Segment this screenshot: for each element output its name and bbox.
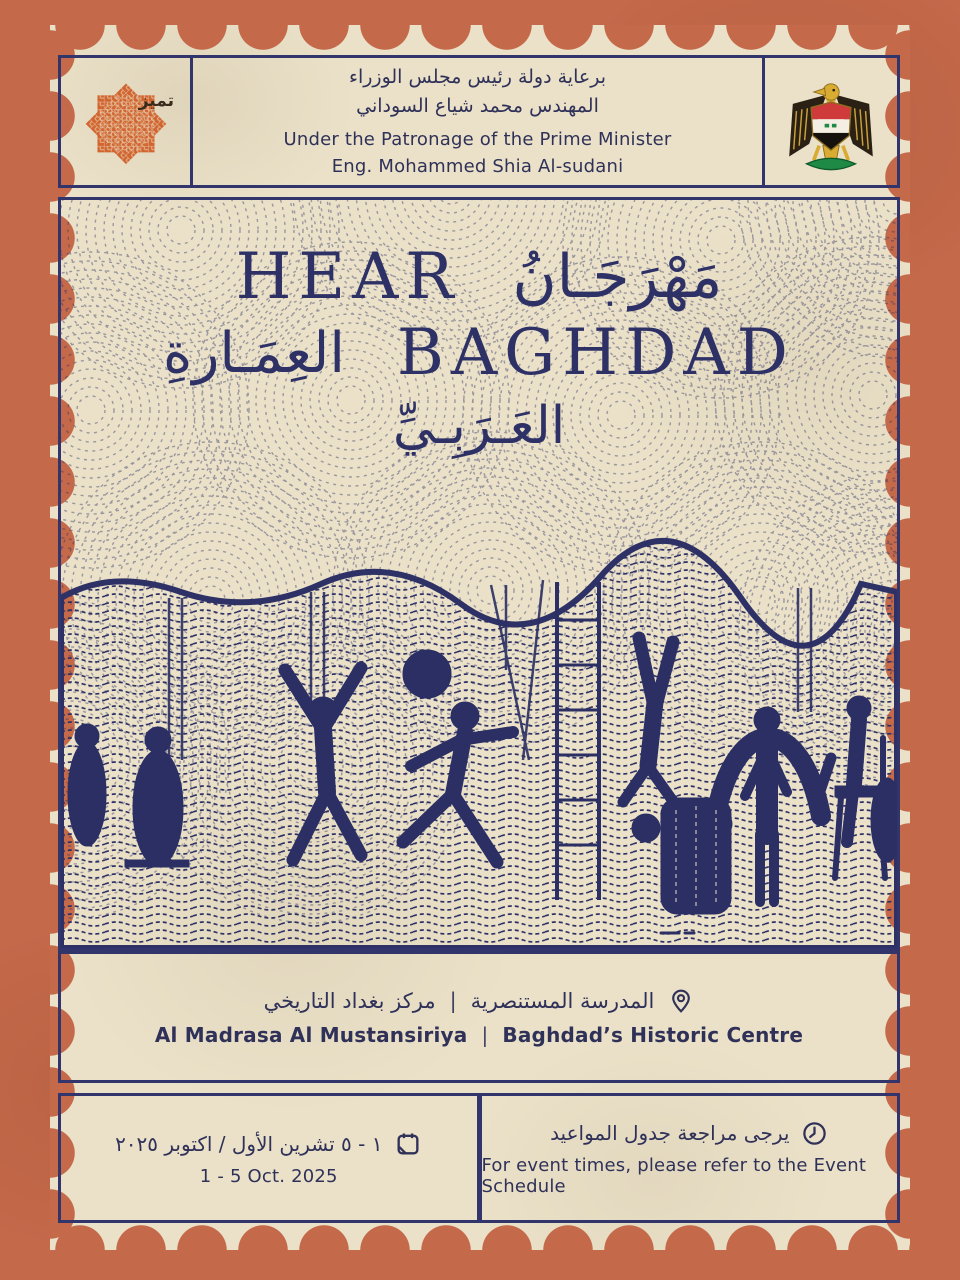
separator: | — [481, 1022, 489, 1047]
event-times-box — [482, 1096, 898, 1220]
patronage-arabic-line1: برعاية دولة رئيس مجلس الوزراء — [349, 66, 606, 89]
date-arabic: ١ - ٥ تشرين الأول / اكتوبر ٢٠٢٥ — [115, 1131, 383, 1156]
event-times-arabic: يرجى مراجعة جدول المواعيد — [550, 1121, 790, 1145]
event-times-english: For event times, please refer to the Event Schedule — [481, 1154, 867, 1197]
stamp-paper — [50, 25, 910, 1250]
title-word-arabi: العَـرَبِـيِّ — [392, 396, 566, 456]
location-english-place2: Baghdad’s Historic Centre — [502, 1022, 804, 1047]
separator: | — [449, 988, 457, 1013]
poster-art-box — [58, 197, 900, 951]
header-row — [58, 55, 900, 188]
title-word-imara: العِمَـارةِ — [163, 321, 345, 386]
stamp-perforation-top — [50, 25, 910, 50]
iraq-coat-of-arms-icon — [781, 67, 881, 177]
iraq-emblem-cell — [762, 58, 897, 185]
title-word-hear: HEAR — [235, 239, 461, 314]
location-arabic-place2: مركز بغداد التاريخي — [263, 988, 436, 1013]
tamayuz-logo-text: تميز — [138, 91, 174, 111]
patronage-english-line2: Eng. Mohammed Shia Al-sudani — [331, 155, 624, 177]
title-word-baghdad: BAGHDAD — [396, 316, 795, 391]
tamayuz-logo-icon — [80, 76, 172, 168]
location-pin-icon — [668, 988, 694, 1014]
location-arabic-place1: المدرسة المستنصرية — [470, 988, 655, 1013]
footer-row — [58, 1093, 900, 1223]
tamayuz-logo-cell — [61, 58, 193, 185]
patronage-english-line1: Under the Patronage of the Prime Minister — [283, 129, 672, 151]
clock-icon — [801, 1120, 828, 1147]
patronage-arabic-line2: المهندس محمد شياع السوداني — [356, 94, 599, 117]
location-box — [58, 951, 900, 1083]
festival-title — [61, 200, 897, 461]
patronage-text-block — [193, 58, 762, 185]
date-box — [61, 1096, 482, 1220]
stamp-perforation-bottom — [50, 1225, 910, 1250]
date-english: 1 - 5 Oct. 2025 — [199, 1165, 338, 1187]
calendar-icon — [394, 1130, 422, 1158]
title-word-mahrajan: مَهْرَجَـانُ — [512, 242, 723, 312]
location-english-place1: Al Madrasa Al Mustansiriya — [154, 1022, 468, 1047]
